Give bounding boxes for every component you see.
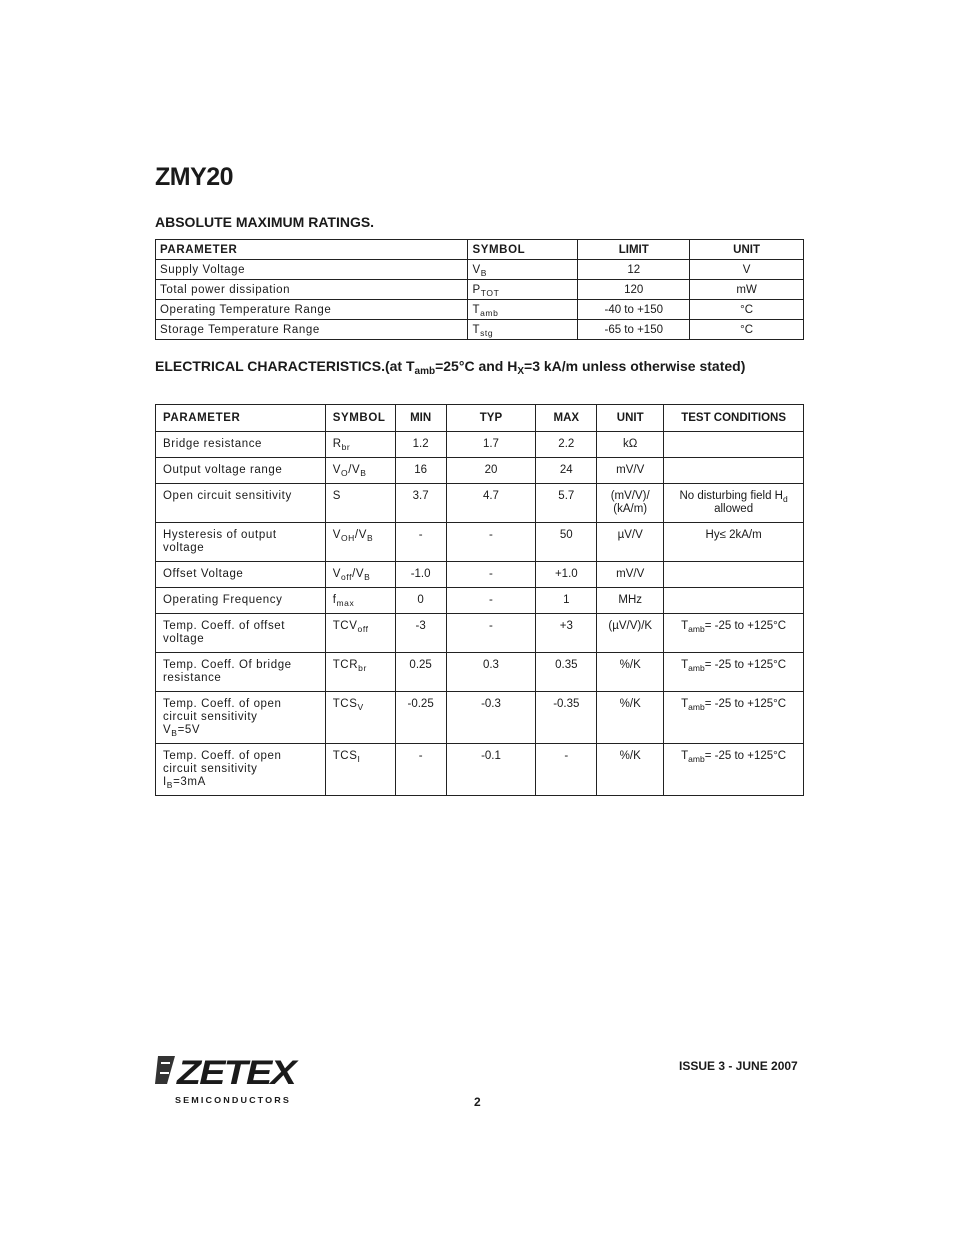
min-cell: 16 bbox=[395, 458, 446, 484]
col-header: SYMBOL bbox=[325, 405, 395, 432]
max-cell: 24 bbox=[536, 458, 597, 484]
test-conditions-cell bbox=[664, 458, 804, 484]
min-cell: 3.7 bbox=[395, 484, 446, 523]
test-conditions-cell: Hy≤ 2kA/m bbox=[664, 523, 804, 562]
test-conditions-cell: $T_{amb}= -25$ to +125°C bbox=[664, 744, 804, 796]
max-cell: +3 bbox=[536, 614, 597, 653]
parameter-cell: Temp. Coeff. Of bridge resistance bbox=[156, 653, 326, 692]
table-row bbox=[156, 562, 804, 588]
issue-label: ISSUE 3 - JUNE 2007 bbox=[679, 1059, 798, 1073]
max-cell: 50 bbox=[536, 523, 597, 562]
parameter-cell: Supply Voltage bbox=[156, 260, 468, 280]
table-row bbox=[156, 280, 804, 300]
test-conditions-cell: No disturbing field $H_d$ allowed bbox=[664, 484, 804, 523]
zetex-logo bbox=[155, 1054, 300, 1106]
max-cell: +1.0 bbox=[536, 562, 597, 588]
unit-cell: %/K bbox=[597, 653, 664, 692]
typ-cell: -0.3 bbox=[446, 692, 536, 744]
symbol-cell: $V_{OH}/V_B$ bbox=[325, 523, 395, 562]
typ-cell: 20 bbox=[446, 458, 536, 484]
col-header: PARAMETER bbox=[156, 240, 468, 260]
col-header: UNIT bbox=[690, 240, 804, 260]
typ-cell: 4.7 bbox=[446, 484, 536, 523]
table-header-row bbox=[156, 405, 804, 432]
unit-cell: mW bbox=[690, 280, 804, 300]
typ-cell: -0.1 bbox=[446, 744, 536, 796]
parameter-cell: Storage Temperature Range bbox=[156, 320, 468, 340]
symbol-cell: $T_{stg}$ bbox=[468, 320, 578, 340]
limit-cell: 12 bbox=[578, 260, 690, 280]
limit-cell: 120 bbox=[578, 280, 690, 300]
unit-cell: mV/V bbox=[597, 458, 664, 484]
test-conditions-cell bbox=[664, 588, 804, 614]
symbol-cell: $f_{max}$ bbox=[325, 588, 395, 614]
symbol-cell: $V_B$ bbox=[468, 260, 578, 280]
col-header: UNIT bbox=[597, 405, 664, 432]
max-cell: 2.2 bbox=[536, 432, 597, 458]
table-row bbox=[156, 692, 804, 744]
unit-cell: °C bbox=[690, 300, 804, 320]
table-row bbox=[156, 744, 804, 796]
col-header: MIN bbox=[395, 405, 446, 432]
min-cell: 0.25 bbox=[395, 653, 446, 692]
max-cell: -0.35 bbox=[536, 692, 597, 744]
table-row bbox=[156, 320, 804, 340]
col-header: TEST CONDITIONS bbox=[664, 405, 804, 432]
unit-cell: (µV/V)/K bbox=[597, 614, 664, 653]
min-cell: -1.0 bbox=[395, 562, 446, 588]
col-header: LIMIT bbox=[578, 240, 690, 260]
unit-cell: µV/V bbox=[597, 523, 664, 562]
symbol-cell: $R_{br}$ bbox=[325, 432, 395, 458]
typ-cell: - bbox=[446, 523, 536, 562]
symbol-cell: $TCS_I$ bbox=[325, 744, 395, 796]
absolute-max-heading: ABSOLUTE MAXIMUM RATINGS. bbox=[155, 214, 375, 230]
unit-cell: %/K bbox=[597, 744, 664, 796]
unit-cell: %/K bbox=[597, 692, 664, 744]
table-row bbox=[156, 458, 804, 484]
table-row bbox=[156, 523, 804, 562]
typ-cell: 1.7 bbox=[446, 432, 536, 458]
table-row bbox=[156, 484, 804, 523]
unit-cell: °C bbox=[690, 320, 804, 340]
parameter-cell: Temp. Coeff. of open circuit sensitivity $I_B=3mA$ bbox=[156, 744, 326, 796]
max-cell: 1 bbox=[536, 588, 597, 614]
symbol-cell: $P_{TOT}$ bbox=[468, 280, 578, 300]
max-cell: 0.35 bbox=[536, 653, 597, 692]
parameter-cell: Output voltage range bbox=[156, 458, 326, 484]
electrical-characteristics-table bbox=[155, 404, 804, 796]
parameter-cell: Hysteresis of output voltage bbox=[156, 523, 326, 562]
min-cell: - bbox=[395, 523, 446, 562]
parameter-cell: Bridge resistance bbox=[156, 432, 326, 458]
unit-cell: V bbox=[690, 260, 804, 280]
col-header: TYP bbox=[446, 405, 536, 432]
unit-cell: MHz bbox=[597, 588, 664, 614]
parameter-cell: Operating Frequency bbox=[156, 588, 326, 614]
unit-cell: mV/V bbox=[597, 562, 664, 588]
table-row bbox=[156, 653, 804, 692]
test-conditions-cell: $T_{amb}= -25$ to +125°C bbox=[664, 692, 804, 744]
symbol-cell: $TCV_{off}$ bbox=[325, 614, 395, 653]
table-row bbox=[156, 432, 804, 458]
parameter-cell: Temp. Coeff. of offset voltage bbox=[156, 614, 326, 653]
symbol-cell: $TCS_V$ bbox=[325, 692, 395, 744]
logo-subtitle: SEMICONDUCTORS bbox=[175, 1095, 291, 1105]
test-conditions-cell bbox=[664, 562, 804, 588]
logo-wordmark: ZETEX bbox=[175, 1054, 300, 1092]
col-header: PARAMETER bbox=[156, 405, 326, 432]
table-row bbox=[156, 260, 804, 280]
col-header: SYMBOL bbox=[468, 240, 578, 260]
typ-cell: 0.3 bbox=[446, 653, 536, 692]
parameter-cell: Operating Temperature Range bbox=[156, 300, 468, 320]
symbol-cell: S bbox=[325, 484, 395, 523]
typ-cell: - bbox=[446, 562, 536, 588]
absolute-max-table bbox=[155, 239, 804, 340]
typ-cell: - bbox=[446, 588, 536, 614]
symbol-cell: $TCR_{br}$ bbox=[325, 653, 395, 692]
electrical-characteristics-heading: ELECTRICAL CHARACTERISTICS.(at $T_{amb}=25^\circ C$ and $H_X=3$ kA/m unless otherwise stated) bbox=[155, 358, 746, 377]
min-cell: -0.25 bbox=[395, 692, 446, 744]
parameter-cell: Total power dissipation bbox=[156, 280, 468, 300]
parameter-cell: Offset Voltage bbox=[156, 562, 326, 588]
table-row bbox=[156, 300, 804, 320]
test-conditions-cell: $T_{amb}= -25$ to +125°C bbox=[664, 614, 804, 653]
limit-cell: -65 to +150 bbox=[578, 320, 690, 340]
unit-cell: kΩ bbox=[597, 432, 664, 458]
page-number: 2 bbox=[474, 1095, 481, 1109]
min-cell: -3 bbox=[395, 614, 446, 653]
zetex-logo-mark bbox=[155, 1054, 300, 1106]
min-cell: 1.2 bbox=[395, 432, 446, 458]
typ-cell: - bbox=[446, 614, 536, 653]
symbol-cell: $V_{off}/V_B$ bbox=[325, 562, 395, 588]
max-cell: 5.7 bbox=[536, 484, 597, 523]
parameter-cell: Temp. Coeff. of open circuit sensitivity $V_B=5V$ bbox=[156, 692, 326, 744]
min-cell: - bbox=[395, 744, 446, 796]
symbol-cell: $T_{amb}$ bbox=[468, 300, 578, 320]
max-cell: - bbox=[536, 744, 597, 796]
col-header: MAX bbox=[536, 405, 597, 432]
test-conditions-cell: $T_{amb}= -25$ to +125°C bbox=[664, 653, 804, 692]
test-conditions-cell bbox=[664, 432, 804, 458]
table-row bbox=[156, 614, 804, 653]
unit-cell: (mV/V)/ (kA/m) bbox=[597, 484, 664, 523]
table-header-row bbox=[156, 240, 804, 260]
limit-cell: -40 to +150 bbox=[578, 300, 690, 320]
page-title: ZMY20 bbox=[155, 163, 234, 191]
symbol-cell: $V_O/V_B$ bbox=[325, 458, 395, 484]
min-cell: 0 bbox=[395, 588, 446, 614]
table-row bbox=[156, 588, 804, 614]
parameter-cell: Open circuit sensitivity bbox=[156, 484, 326, 523]
